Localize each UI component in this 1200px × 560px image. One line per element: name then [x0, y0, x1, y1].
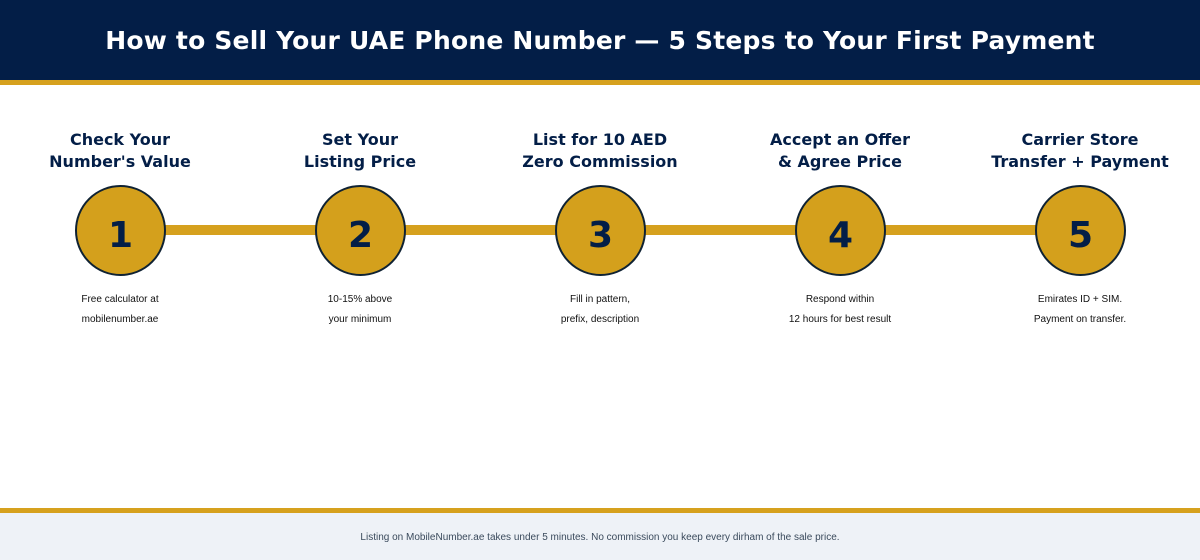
step-number-circle: [1035, 185, 1126, 276]
step-description-line: 12 hours for best result: [788, 314, 892, 325]
step-title-line: List for 10 AED: [532, 130, 668, 149]
step-title: [240, 129, 480, 173]
step-description-line: 10-15% above: [327, 294, 393, 305]
step-number: 3: [587, 214, 614, 256]
step-number: 2: [347, 214, 374, 256]
step-title-line: Zero Commission: [522, 152, 678, 171]
step-title-line: & Agree Price: [778, 152, 902, 171]
step-2: [240, 0, 480, 340]
step-title: [0, 129, 240, 173]
footer-bar: [0, 513, 1200, 560]
step-description-line: prefix, description: [560, 314, 640, 325]
step-description: [960, 290, 1200, 330]
step-number: 1: [107, 214, 134, 256]
step-description-line: mobilenumber.ae: [81, 314, 159, 325]
step-title-line: Carrier Store: [1021, 130, 1139, 149]
footer-note: Listing on MobileNumber.ae takes under 5 minutes. No commission you keep every dirham of the sale price.: [360, 531, 840, 543]
step-description: [240, 290, 480, 330]
step-title: [720, 129, 960, 173]
step-number-circle: [315, 185, 406, 276]
step-number: 4: [827, 214, 854, 256]
step-description-line: Payment on transfer.: [1033, 314, 1127, 325]
step-number-circle: [75, 185, 166, 276]
step-title: [960, 129, 1200, 173]
step-description: [0, 290, 240, 330]
step-description: [720, 290, 960, 330]
step-number-circle: [795, 185, 886, 276]
step-title-line: Set Your: [322, 130, 398, 149]
step-1: [0, 0, 240, 340]
step-title-line: Transfer + Payment: [991, 152, 1169, 171]
step-title-line: Accept an Offer: [770, 130, 910, 149]
step-5: [960, 0, 1200, 340]
step-title-line: Listing Price: [303, 152, 417, 171]
step-number: 5: [1067, 214, 1094, 256]
step-number-circle: [555, 185, 646, 276]
step-title-line: Number's Value: [49, 152, 191, 171]
page-title: How to Sell Your UAE Phone Number — 5 Steps to Your First Payment: [105, 25, 1095, 55]
step-description-line: Respond within: [805, 294, 875, 305]
step-4: [720, 0, 960, 340]
step-description: [480, 290, 720, 330]
step-3: [480, 0, 720, 340]
step-title: [480, 129, 720, 173]
step-description-line: Free calculator at: [81, 294, 159, 305]
step-description-line: Fill in pattern,: [569, 294, 631, 305]
step-description-line: your minimum: [328, 314, 392, 325]
step-description-line: Emirates ID + SIM.: [1037, 294, 1123, 305]
step-title-line: Check Your: [69, 130, 171, 149]
